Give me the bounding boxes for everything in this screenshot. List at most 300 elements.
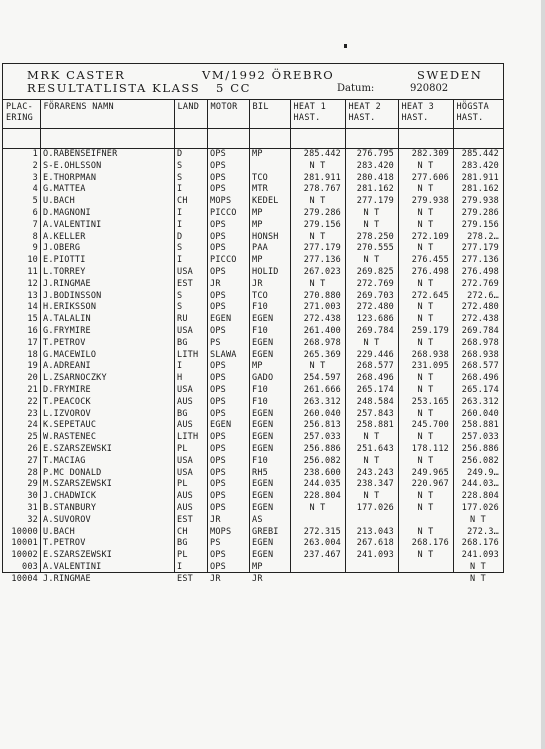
heat-3-speed: 268.938: [411, 349, 449, 360]
heat-3-speed: 249.965: [411, 467, 449, 478]
heat-2-speed: N T: [363, 207, 380, 218]
driver-name: G.MACEWILO: [43, 349, 97, 360]
car: EGEN: [252, 408, 274, 419]
top-speed: 279.938: [461, 196, 499, 207]
car: F10: [252, 384, 268, 395]
country: I: [177, 184, 183, 195]
top-speed: 256.886: [461, 443, 499, 454]
class-title: RESULTATLISTA KLASS 5 CC: [27, 81, 251, 95]
car: KEDEL: [252, 196, 279, 207]
top-speed: 278.2…: [467, 231, 499, 242]
car: EGEN: [252, 349, 274, 360]
heat-2-speed: 229.446: [356, 349, 394, 360]
placing: 31: [27, 502, 38, 513]
car: F10: [252, 455, 268, 466]
heat-3-speed: [398, 562, 453, 574]
driver-name: S-E.OHLSSON: [43, 160, 102, 171]
motor: OPS: [210, 266, 226, 277]
motor: OPS: [210, 302, 226, 313]
motor: MOPS: [210, 526, 232, 537]
heat-2-speed: 177.026: [356, 502, 394, 513]
placing: 28: [27, 467, 38, 478]
results-sheet: [2, 63, 504, 584]
heat-3-speed: N T: [417, 278, 434, 289]
country: LITH: [177, 349, 199, 360]
placing: 10000: [11, 526, 38, 537]
heat-2-speed: 238.347: [356, 479, 394, 490]
country: USA: [177, 467, 193, 478]
heat-3-speed: N T: [417, 550, 434, 561]
heat-1-speed: 281.911: [303, 172, 341, 183]
header-heat-2: HEAT 2 HAST.: [345, 100, 398, 129]
top-speed: 263.312: [461, 396, 499, 407]
table-row: [3, 538, 503, 550]
heat-2-speed: 272.769: [356, 278, 394, 289]
header-car: BIL: [249, 100, 290, 129]
country: H: [177, 373, 183, 384]
top-speed: 281.162: [461, 184, 499, 195]
heat-2-speed: 280.418: [356, 172, 394, 183]
top-speed: 249.9…: [467, 467, 499, 478]
placing: 17: [27, 337, 38, 348]
country: AUS: [177, 491, 193, 502]
heat-2-speed: 268.496: [356, 373, 394, 384]
heat-3-speed: 220.967: [411, 479, 449, 490]
heat-2-speed: 281.162: [356, 184, 394, 195]
driver-name: O.RABENSEIFNER: [43, 149, 118, 159]
placing: 003: [22, 561, 38, 572]
heat-1-speed: N T: [309, 196, 326, 207]
heat-3-speed: N T: [417, 184, 434, 195]
country: I: [177, 361, 183, 372]
heat-1-speed: 263.004: [303, 538, 341, 549]
car: F10: [252, 325, 268, 336]
heat-2-speed: 269.784: [356, 325, 394, 336]
heat-2-speed: 258.881: [356, 420, 394, 431]
top-speed: 276.498: [461, 266, 499, 277]
placing: 10002: [11, 550, 38, 561]
heat-1-speed: 279.156: [303, 219, 341, 230]
heat-3-speed: 178.112: [411, 443, 449, 454]
table-row: [3, 562, 503, 574]
table-row: [3, 515, 503, 527]
heat-2-speed: 243.243: [356, 467, 394, 478]
top-speed: 258.881: [461, 420, 499, 431]
country: LITH: [177, 432, 199, 443]
heat-3-speed: N T: [417, 491, 434, 502]
heat-1-speed: 271.003: [303, 302, 341, 313]
country: USA: [177, 384, 193, 395]
car: MP: [252, 361, 263, 372]
top-speed: 228.804: [461, 491, 499, 502]
placing: 21: [27, 384, 38, 395]
driver-name: E.THORPMAN: [43, 172, 97, 183]
driver-name: T.PEACOCK: [43, 396, 91, 407]
heat-3-speed: 245.700: [411, 420, 449, 431]
heat-1-speed: 267.023: [303, 266, 341, 277]
heat-1-speed: 256.082: [303, 455, 341, 466]
table-row: [3, 350, 503, 362]
column-header-table: [3, 99, 503, 129]
table-row: [3, 420, 503, 432]
header-heat-1: HEAT 1 HAST.: [290, 100, 345, 129]
placing: 16: [27, 325, 38, 336]
top-speed: 272.6…: [467, 290, 499, 301]
table-row: [3, 479, 503, 491]
heat-2-speed: 283.420: [356, 160, 394, 171]
column-header-row: [3, 100, 503, 129]
driver-name: L.ZSARNOCZKY: [43, 373, 107, 384]
placing: 32: [27, 514, 38, 525]
motor: OPS: [210, 361, 226, 372]
driver-name: A.TALALIN: [43, 314, 91, 325]
placing: 10001: [11, 538, 38, 549]
country: EST: [177, 278, 193, 289]
placing: 30: [27, 491, 38, 502]
table-row: [3, 184, 503, 196]
driver-name: L.IZVOROV: [43, 408, 91, 419]
table-row: [3, 397, 503, 409]
country: S: [177, 290, 183, 301]
car: EGEN: [252, 538, 274, 549]
table-row: [3, 527, 503, 539]
motor: OPS: [210, 231, 226, 242]
motor: OPS: [210, 219, 226, 230]
motor: PS: [210, 538, 221, 549]
heat-1-speed: 237.467: [303, 550, 341, 561]
placing: 5: [32, 196, 38, 207]
country: AUS: [177, 420, 193, 431]
heat-1-speed: 270.880: [303, 290, 341, 301]
heat-3-speed: 279.938: [411, 196, 449, 207]
driver-name: E.SZARSZEWSKI: [43, 550, 113, 561]
top-speed: 281.911: [461, 172, 499, 183]
table-row: [3, 409, 503, 421]
table-row: [3, 550, 503, 562]
table-row: [3, 338, 503, 350]
car: GADO: [252, 373, 274, 384]
car: JR: [252, 278, 263, 289]
car: MP: [252, 255, 263, 266]
motor: OPS: [210, 432, 226, 443]
motor: OPS: [210, 184, 226, 195]
car: MP: [252, 561, 263, 572]
country: I: [177, 219, 183, 230]
table-row: [3, 232, 503, 244]
table-row: [3, 373, 503, 385]
heat-3-speed: 277.606: [411, 172, 449, 183]
car: HÖNSH: [252, 231, 279, 242]
header-motor: MOTOR: [207, 100, 249, 129]
heat-1-speed: 238.600: [303, 467, 341, 478]
heat-2-speed: 248.584: [356, 396, 394, 407]
placing: 2: [32, 160, 38, 171]
heat-2-speed: N T: [363, 455, 380, 466]
driver-name: A.ADREANI: [43, 361, 91, 372]
placing: 11: [27, 266, 38, 277]
heat-2-speed: [345, 562, 398, 574]
car: TCO: [252, 290, 268, 301]
car: MP: [252, 149, 263, 159]
driver-name: M.SZARSZEWSKI: [43, 479, 113, 490]
top-speed: 279.286: [461, 207, 499, 218]
heat-2-speed: 123.686: [356, 314, 394, 325]
top-speed: 285.442: [461, 149, 499, 159]
table-row: [3, 267, 503, 279]
heat-2-speed: 267.618: [356, 538, 394, 549]
table-row: [3, 279, 503, 291]
motor: OPS: [210, 502, 226, 513]
heat-3-speed: [398, 515, 453, 527]
heat-2-speed: 251.643: [356, 443, 394, 454]
country: D: [177, 231, 183, 242]
heat-3-speed: 282.309: [411, 149, 449, 159]
heat-1-speed: 277.179: [303, 243, 341, 254]
top-speed: N T: [470, 573, 486, 584]
top-speed: 260.040: [461, 408, 499, 419]
heat-2-speed: 270.555: [356, 243, 394, 254]
top-speed: N T: [470, 514, 486, 525]
heat-3-speed: N T: [417, 160, 434, 171]
heat-2-speed: 213.043: [356, 526, 394, 537]
heat-3-speed: N T: [417, 502, 434, 513]
placing: 7: [32, 219, 38, 230]
table-row: [3, 468, 503, 480]
driver-name: J.RINGMÄE: [43, 278, 91, 289]
country: BG: [177, 337, 188, 348]
car: HOLID: [252, 266, 279, 277]
country: USA: [177, 325, 193, 336]
motor: OPS: [210, 561, 226, 572]
top-speed: N T: [470, 561, 486, 572]
top-speed: 268.176: [461, 538, 499, 549]
placing: 19: [27, 361, 38, 372]
motor: SLAWA: [210, 349, 237, 360]
placing: 14: [27, 302, 38, 313]
page-edge: [541, 0, 545, 749]
heat-3-speed: 276.455: [411, 255, 449, 266]
heat-1-speed: N T: [309, 160, 326, 171]
motor: OPS: [210, 408, 226, 419]
placing: 8: [32, 231, 38, 242]
car: EGEN: [252, 432, 274, 443]
table-row: [3, 456, 503, 468]
motor: OPS: [210, 491, 226, 502]
driver-name: J.ÖBERG: [43, 243, 81, 254]
heat-3-speed: N T: [417, 526, 434, 537]
speck: [344, 44, 347, 48]
heat-2-speed: 276.795: [356, 149, 394, 159]
heat-3-speed: N T: [417, 455, 434, 466]
heat-1-speed: N T: [309, 502, 326, 513]
top-speed: 265.174: [461, 384, 499, 395]
country: SWEDEN: [417, 68, 483, 82]
heat-3-speed: 253.165: [411, 396, 449, 407]
driver-name: T.MACIAG: [43, 455, 86, 466]
header-driver-name: FÖRARENS NAMN: [40, 100, 174, 129]
placing: 29: [27, 479, 38, 490]
car: EGEN: [252, 337, 274, 348]
placing: 10004: [11, 573, 38, 584]
top-speed: 272.480: [461, 302, 499, 313]
top-speed: 244.03…: [461, 479, 499, 490]
heat-1-speed: N T: [309, 361, 326, 372]
heat-2-speed: 268.577: [356, 361, 394, 372]
table-row: [3, 432, 503, 444]
heat-3-speed: 259.179: [411, 325, 449, 336]
heat-2-speed: N T: [363, 219, 380, 230]
motor: EGEN: [210, 420, 232, 431]
top-speed: 277.136: [461, 255, 499, 266]
motor: OPS: [210, 149, 226, 159]
placing: 27: [27, 455, 38, 466]
motor: OPS: [210, 443, 226, 454]
heat-1-speed: 260.040: [303, 408, 341, 419]
heat-3-speed: N T: [417, 373, 434, 384]
driver-name: J.BODINSSON: [43, 290, 102, 301]
motor: OPS: [210, 455, 226, 466]
country: BG: [177, 538, 188, 549]
heat-1-speed: 279.286: [303, 207, 341, 218]
placing: 22: [27, 396, 38, 407]
top-speed: 269.784: [461, 325, 499, 336]
top-speed: 268.938: [461, 349, 499, 360]
placing: 4: [32, 184, 38, 195]
heat-1-speed: 256.886: [303, 443, 341, 454]
driver-name: G.FRYMIRE: [43, 325, 91, 336]
heat-1-speed: 256.813: [303, 420, 341, 431]
placing: 3: [32, 172, 38, 183]
placing: 1: [32, 149, 38, 159]
table-row: [3, 149, 503, 161]
driver-name: D.FRYMIRE: [43, 384, 91, 395]
motor: JR: [210, 573, 221, 584]
heat-1-speed: 278.767: [303, 184, 341, 195]
country: PL: [177, 443, 188, 454]
heat-3-speed: 231.095: [411, 361, 449, 372]
car: [249, 161, 290, 173]
driver-name: A.SUVOROV: [43, 514, 91, 525]
motor: EGEN: [210, 314, 232, 325]
table-row: [3, 385, 503, 397]
driver-name: H.ERIKSSON: [43, 302, 97, 313]
country: AUS: [177, 502, 193, 513]
heat-1-speed: 228.804: [303, 491, 341, 502]
heat-2-speed: 265.174: [356, 384, 394, 395]
heat-1-speed: 261.400: [303, 325, 341, 336]
placing: 26: [27, 443, 38, 454]
placing: 9: [32, 243, 38, 254]
date-value: 920802: [410, 83, 449, 94]
country: S: [177, 243, 183, 254]
table-row: [3, 220, 503, 232]
car: EGEN: [252, 491, 274, 502]
car: EGEN: [252, 479, 274, 490]
heat-1-speed: 263.312: [303, 396, 341, 407]
table-row: [3, 208, 503, 220]
table-row: [3, 196, 503, 208]
top-speed: 272.3…: [467, 526, 499, 537]
heat-3-speed: N T: [417, 432, 434, 443]
table-row: [3, 255, 503, 267]
top-speed: 283.420: [461, 160, 499, 171]
table-row: [3, 444, 503, 456]
driver-name: E.PIOTTI: [43, 255, 86, 266]
motor: OPS: [210, 290, 226, 301]
driver-name: L.TORREY: [43, 266, 86, 277]
heat-1-speed: [290, 515, 345, 527]
driver-name: A.VALENTINI: [43, 561, 102, 572]
driver-name: U.BACH: [43, 196, 75, 207]
country: PL: [177, 479, 188, 490]
motor: PICCO: [210, 207, 237, 218]
heat-2-speed: N T: [363, 337, 380, 348]
country: S: [177, 160, 183, 171]
top-speed: 272.438: [461, 314, 499, 325]
heat-2-speed: 269.703: [356, 290, 394, 301]
table-row: [3, 326, 503, 338]
placing: 6: [32, 207, 38, 218]
table-row: [3, 314, 503, 326]
heat-3-speed: N T: [417, 314, 434, 325]
country: EST: [177, 573, 193, 584]
driver-name: W.RASTENEC: [43, 432, 97, 443]
country: CH: [177, 196, 188, 207]
motor: OPS: [210, 160, 226, 171]
motor: OPS: [210, 172, 226, 183]
motor: OPS: [210, 479, 226, 490]
country: CH: [177, 526, 188, 537]
heat-2-speed: 269.825: [356, 266, 394, 277]
car: EGEN: [252, 550, 274, 561]
title-line-2: [27, 82, 505, 95]
heat-1-speed: [290, 574, 345, 586]
header-gap: [3, 128, 503, 149]
driver-name: D.MAGNONI: [43, 207, 91, 218]
driver-name: G.MATTEA: [43, 184, 86, 195]
heat-3-speed: N T: [417, 243, 434, 254]
results-table: [3, 149, 503, 585]
club-name: MRK CASTER: [27, 68, 126, 82]
heat-2-speed: [345, 574, 398, 586]
heat-3-speed: N T: [417, 219, 434, 230]
driver-name: B.STANBURY: [43, 502, 97, 513]
car: MP: [252, 207, 263, 218]
header-placering: PLAC- ERING: [3, 100, 40, 129]
table-row: [3, 243, 503, 255]
heat-3-speed: N T: [417, 302, 434, 313]
country: I: [177, 561, 183, 572]
date-label: Datum:: [337, 83, 375, 94]
heat-1-speed: 272.438: [303, 314, 341, 325]
car: MTR: [252, 184, 268, 195]
top-speed: 277.179: [461, 243, 499, 254]
placing: 10: [27, 255, 38, 266]
placing: 24: [27, 420, 38, 431]
top-speed: 241.093: [461, 550, 499, 561]
top-speed: 177.026: [461, 502, 499, 513]
country: I: [177, 255, 183, 266]
heat-3-speed: N T: [417, 384, 434, 395]
country: USA: [177, 455, 193, 466]
heat-1-speed: 244.035: [303, 479, 341, 490]
table-row: [3, 302, 503, 314]
heat-3-speed: N T: [417, 337, 434, 348]
driver-name: J.CHADWICK: [43, 491, 97, 502]
country: BG: [177, 408, 188, 419]
heat-1-speed: 277.136: [303, 255, 341, 266]
heat-2-speed: N T: [363, 432, 380, 443]
